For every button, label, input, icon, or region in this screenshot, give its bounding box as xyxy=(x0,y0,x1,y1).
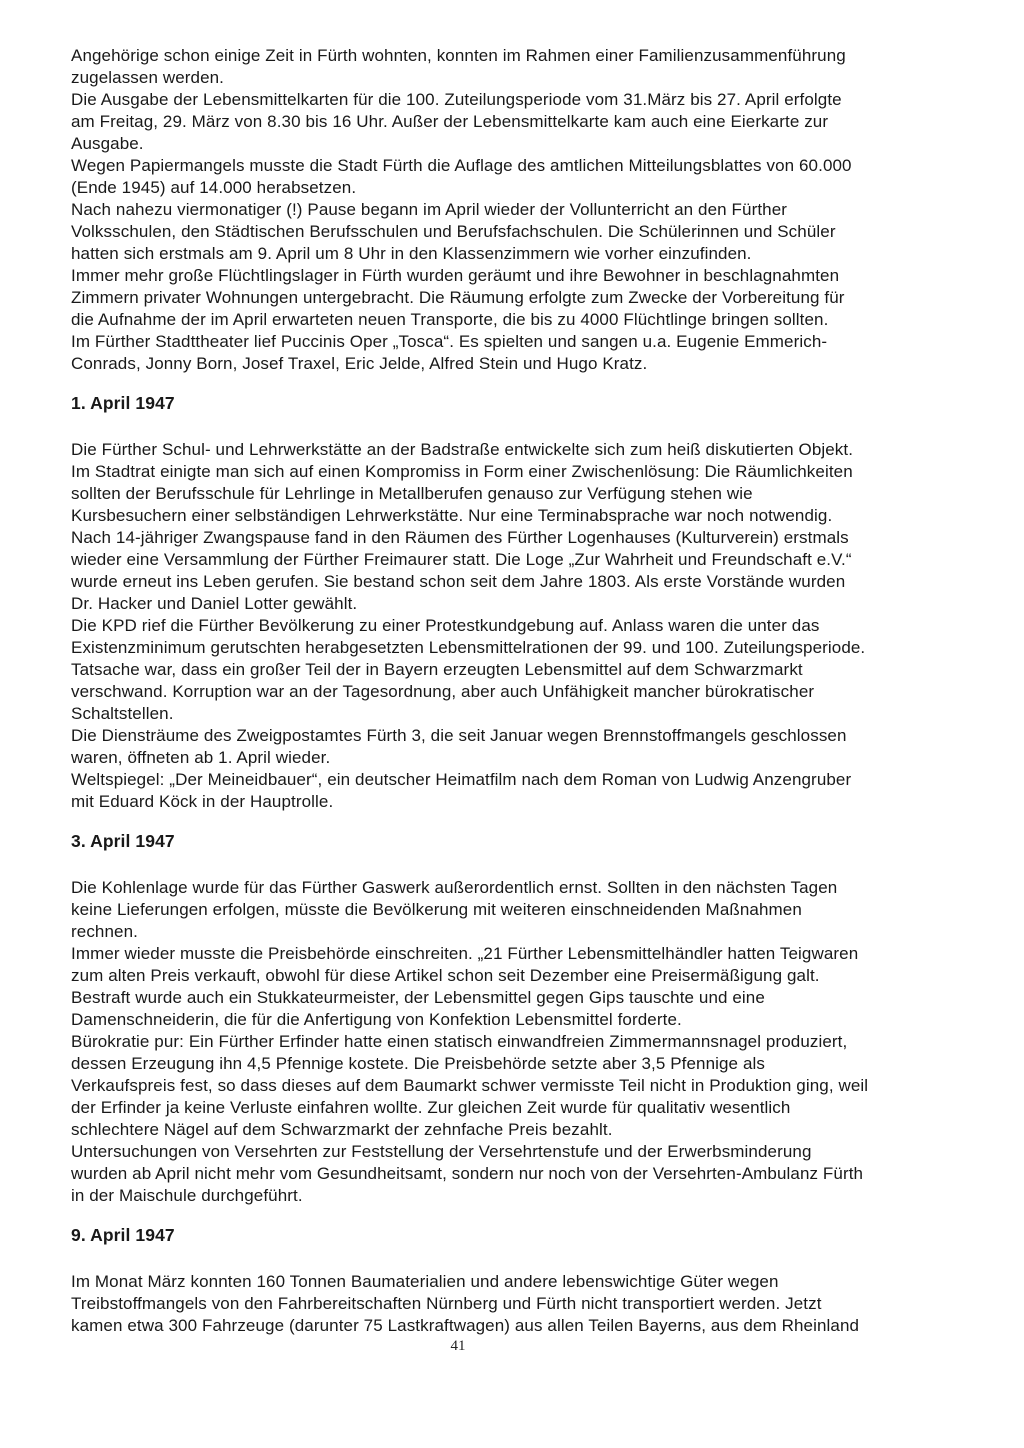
paragraph xyxy=(71,877,957,943)
text-line: Nach 14-jähriger Zwangspause fand in den Räumen des Fürther Logenhauses (Kulturverein) erstmals xyxy=(71,528,849,547)
date-heading: 3. April 1947 xyxy=(71,831,175,851)
text-line: Immer wieder musste die Preisbehörde einschreiten. „21 Fürther Lebensmittelhändler hatten Teigwaren xyxy=(71,944,859,963)
paragraph xyxy=(71,527,957,615)
text-line: zum alten Preis verkauft, obwohl für diese Artikel schon seit Dezember eine Preisermäßigung galt. xyxy=(71,966,820,985)
paragraph xyxy=(71,769,957,813)
text-line: Volksschulen, den Städtischen Berufsschulen und Berufsfachschulen. Die Schülerinnen und Schüler xyxy=(71,222,836,241)
text-line: mit Eduard Köck in der Hauptrolle. xyxy=(71,792,334,811)
date-heading: 1. April 1947 xyxy=(71,393,175,413)
text-line: die Aufnahme der im April erwarteten neuen Transporte, die bis zu 4000 Flüchtlinge bringen sollten. xyxy=(71,310,829,329)
text-line: Dr. Hacker und Daniel Lotter gewählt. xyxy=(71,594,358,613)
paragraph xyxy=(71,265,957,331)
text-line: in der Maischule durchgeführt. xyxy=(71,1186,303,1205)
text-line: sollten der Berufsschule für Lehrlinge in Metallberufen genauso zur Verfügung stehen wie xyxy=(71,484,753,503)
paragraph xyxy=(71,155,957,199)
text-line: Weltspiegel: „Der Meineidbauer“, ein deutscher Heimatfilm nach dem Roman von Ludwig Anzengruber xyxy=(71,770,852,789)
text-line: Kursbesuchern einer selbständigen Lehrwerkstätte. Nur eine Terminabsprache war noch notwendig. xyxy=(71,506,833,525)
text-line: Die Ausgabe der Lebensmittelkarten für die 100. Zuteilungsperiode vom 31.März bis 27. April erfolgte xyxy=(71,90,842,109)
paragraph xyxy=(71,615,957,725)
paragraph xyxy=(71,1031,957,1141)
paragraph xyxy=(71,1141,957,1207)
text-line: keine Lieferungen erfolgen, müsste die Bevölkerung mit weiteren einschneidenden Maßnahmen xyxy=(71,900,802,919)
text-line: Conrads, Jonny Born, Josef Traxel, Eric Jelde, Alfred Stein und Hugo Kratz. xyxy=(71,354,648,373)
text-line: Existenzminimum gerutschten herabgesetzten Lebensmittelrationen der 99. und 100. Zuteilungsperiode. xyxy=(71,638,866,657)
text-line: wieder eine Versammlung der Fürther Freimaurer statt. Die Loge „Zur Wahrheit und Freundschaft e.V.“ xyxy=(71,550,852,569)
text-line: wurden ab April nicht mehr vom Gesundheitsamt, sondern nur noch von der Versehrten-Ambulanz Fürth xyxy=(71,1164,864,1183)
paragraph xyxy=(71,1271,957,1337)
text-line: waren, öffneten ab 1. April wieder. xyxy=(71,748,331,767)
text-line: am Freitag, 29. März von 8.30 bis 16 Uhr. Außer der Lebensmittelkarte kam auch eine Eierkarte zur xyxy=(71,112,829,131)
paragraph xyxy=(71,89,957,155)
text-line: Angehörige schon einige Zeit in Fürth wohnten, konnten im Rahmen einer Familienzusammenführung xyxy=(71,46,846,65)
paragraph xyxy=(71,725,957,769)
text-line: Im Monat März konnten 160 Tonnen Baumaterialien und andere lebenswichtige Güter wegen xyxy=(71,1272,779,1291)
text-line: Im Fürther Stadttheater lief Puccinis Oper „Tosca“. Es spielten und sangen u.a. Eugenie Emmerich- xyxy=(71,332,828,351)
text-line: Die KPD rief die Fürther Bevölkerung zu einer Protestkundgebung auf. Anlass waren die unter das xyxy=(71,616,820,635)
text-line: Im Stadtrat einigte man sich auf einen Kompromiss in Form einer Zwischenlösung: Die Räumlichkeiten xyxy=(71,462,853,481)
text-line: Untersuchungen von Versehrten zur Feststellung der Versehrtenstufe und der Erwerbsminderung xyxy=(71,1142,812,1161)
text-line: Nach nahezu viermonatiger (!) Pause begann im April wieder der Vollunterricht an den Fürther xyxy=(71,200,788,219)
text-line: wurde erneut ins Leben gerufen. Sie bestand schon seit dem Jahre 1803. Als erste Vorstände wurden xyxy=(71,572,846,591)
page-number: 41 xyxy=(450,1338,466,1354)
text-line: Verkaufspreis fest, so dass dieses auf dem Baumarkt schwer vermisste Teil nicht in Produktion ging, weil xyxy=(71,1076,869,1095)
text-line: schlechtere Nägel auf dem Schwarzmarkt der zehnfache Preis bezahlt. xyxy=(71,1120,613,1139)
text-line: Zimmern privater Wohnungen untergebracht. Die Räumung erfolgte zum Zwecke der Vorbereitung für xyxy=(71,288,845,307)
paragraph xyxy=(71,199,957,265)
text-line: Wegen Papiermangels musste die Stadt Fürth die Auflage des amtlichen Mitteilungsblattes von 60.000 xyxy=(71,156,852,175)
text-line: Die Fürther Schul- und Lehrwerkstätte an der Badstraße entwickelte sich zum heiß diskutierten Objekt. xyxy=(71,440,854,459)
text-line: kamen etwa 300 Fahrzeuge (darunter 75 Lastkraftwagen) aus allen Teilen Bayerns, aus dem Rheinland xyxy=(71,1316,860,1335)
text-line: Ausgabe. xyxy=(71,134,144,153)
text-line: Treibstoffmangels von den Fahrbereitschaften Nürnberg und Fürth nicht transportiert werden. Jetzt xyxy=(71,1294,822,1313)
text-line: Immer mehr große Flüchtlingslager in Fürth wurden geräumt und ihre Bewohner in beschlagnahmten xyxy=(71,266,840,285)
text-line: dessen Erzeugung ihn 4,5 Pfennige kostete. Die Preisbehörde setzte aber 3,5 Pfennige als xyxy=(71,1054,765,1073)
text-line: rechnen. xyxy=(71,922,138,941)
text-line: Die Kohlenlage wurde für das Fürther Gaswerk außerordentlich ernst. Sollten in den nächsten Tagen xyxy=(71,878,838,897)
text-line: Bestraft wurde auch ein Stukkateurmeister, der Lebensmittel gegen Gips tauschte und eine xyxy=(71,988,765,1007)
text-line: hatten sich erstmals am 9. April um 8 Uhr in den Klassenzimmern wie vorher einzufinden. xyxy=(71,244,752,263)
paragraph xyxy=(71,943,957,1031)
text-line: Damenschneiderin, die für die Anfertigung von Konfektion Lebensmittel forderte. xyxy=(71,1010,682,1029)
page-content xyxy=(71,45,957,1337)
text-line: zugelassen werden. xyxy=(71,68,225,87)
text-line: Die Diensträume des Zweigpostamtes Fürth 3, die seit Januar wegen Brennstoffmangels geschlossen xyxy=(71,726,847,745)
text-line: Bürokratie pur: Ein Fürther Erfinder hatte einen statisch einwandfreien Zimmermannsnagel produziert, xyxy=(71,1032,848,1051)
text-line: Tatsache war, dass ein großer Teil der in Bayern erzeugten Lebensmittel auf dem Schwarzmarkt xyxy=(71,660,803,679)
text-line: verschwand. Korruption war an der Tagesordnung, aber auch Unfähigkeit mancher bürokratischer xyxy=(71,682,815,701)
text-line: (Ende 1945) auf 14.000 herabsetzen. xyxy=(71,178,357,197)
text-line: Schaltstellen. xyxy=(71,704,174,723)
paragraph xyxy=(71,439,957,527)
text-line: der Erfinder ja keine Verluste einfahren wollte. Zur gleichen Zeit wurde für qualitativ wesentlich xyxy=(71,1098,791,1117)
paragraph xyxy=(71,45,957,89)
date-heading: 9. April 1947 xyxy=(71,1225,175,1245)
paragraph xyxy=(71,331,957,375)
